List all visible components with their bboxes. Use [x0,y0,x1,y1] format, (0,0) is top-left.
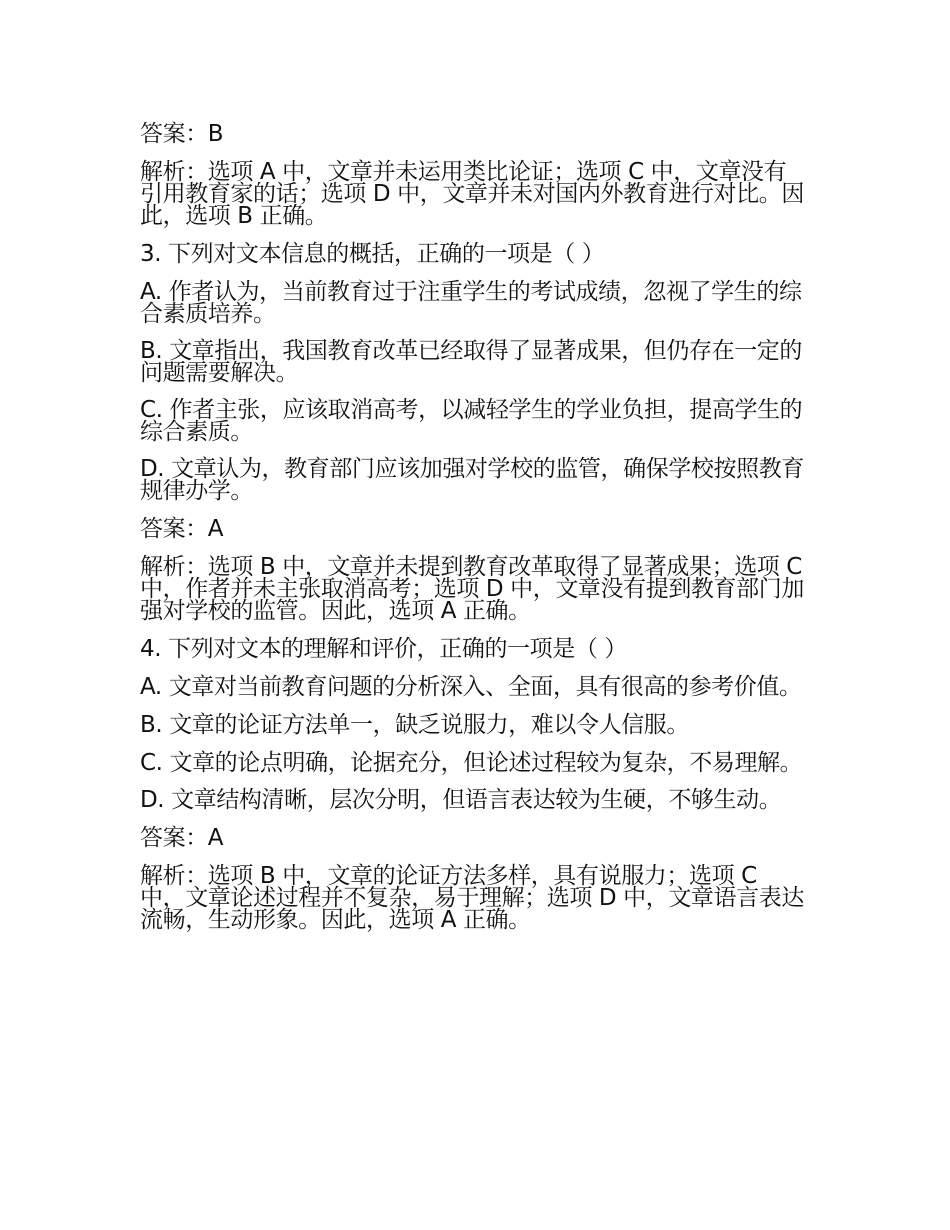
question-4-answer: 答案：A [140,825,224,851]
question-3-explanation: 解析：选项 B 中，文章并未提到教育改革取得了显著成果；选项 C 中，作者并未主张取消高考；选项 D 中，文章没有提到教育部门加强对学校的监管。因此，选项 A 正确。 [140,554,804,624]
question-3-option-b: B. 文章指出，我国教育改革已经取得了显著成果，但仍存在一定的问题需要解决。 [140,338,803,386]
question-3-option-a: A. 作者认为，当前教育过于注重学生的考试成绩，忽视了学生的综合素质培养。 [140,279,802,327]
question-4-option-c: C. 文章的论点明确，论据充分，但论述过程较为复杂，不易理解。 [140,750,803,776]
question-3-option-d: D. 文章认为，教育部门应该加强对学校的监管，确保学校按照教育规律办学。 [140,456,804,504]
question-4: 4. 下列对文本的理解和评价，正确的一项是（ ） [140,636,627,662]
question-3: 3. 下列对文本信息的概括，正确的一项是（ ） [140,241,605,267]
document-page [140,122,808,946]
question-3-answer: 答案：A [140,516,224,542]
explanation-paragraph: 解析：选项 A 中，文章并未运用类比论证；选项 C 中，文章没有引用教育家的话；选项 D 中，文章并未对国内外教育进行对比。因此，选项 B 正确。 [140,159,804,229]
question-4-option-b: B. 文章的论证方法单一，缺乏说服力，难以令人信服。 [140,712,690,738]
question-3-option-c: C. 作者主张，应该取消高考，以减轻学生的学业负担，提高学生的综合素质。 [140,397,803,445]
question-4-option-d: D. 文章结构清晰，层次分明，但语言表达较为生硬，不够生动。 [140,787,782,813]
question-4-option-a: A. 文章对当前教育问题的分析深入、全面，具有很高的参考价值。 [140,674,802,700]
question-4-explanation: 解析：选项 B 中，文章的论证方法多样，具有说服力；选项 C 中，文章论述过程并不复杂，易于理解；选项 D 中，文章语言表达流畅，生动形象。因此，选项 A 正确。 [140,863,804,933]
answer-label: 答案：B [140,121,224,147]
